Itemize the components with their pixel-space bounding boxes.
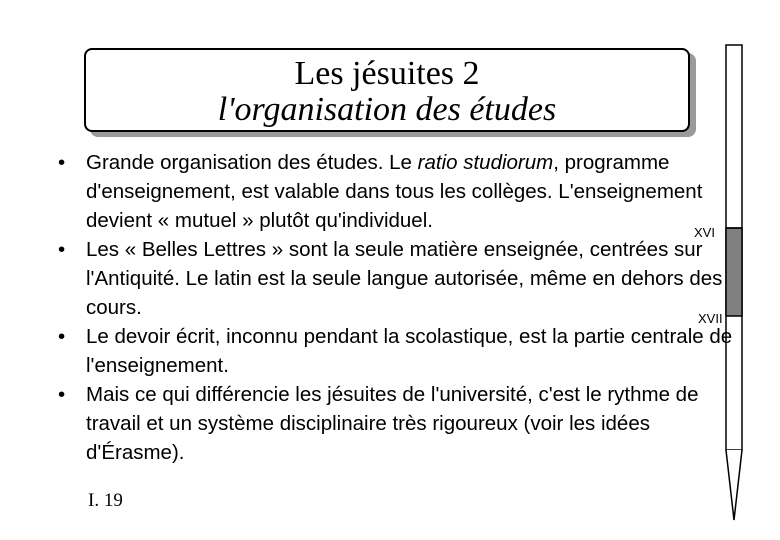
ratio-studiorum-text: ratio studiorum (417, 151, 554, 174)
bullet-dot: • (58, 151, 66, 174)
title-line-1: Les jésuites 2 (294, 55, 480, 92)
list-item (58, 380, 748, 467)
bullet-text: Le devoir écrit, inconnu pendant la scolastique, est la partie centrale de l'enseignement. (86, 325, 733, 377)
bullet-dot: • (58, 238, 66, 261)
bullet-text-start: Grande organisation des études. Le (86, 151, 418, 174)
bullet-list (58, 148, 748, 467)
bullet-text: Les « Belles Lettres » sont la seule matière enseignée, centrées sur l'Antiquité. Le latin est la seule langue autorisée, même en dehors des cours. (86, 238, 723, 319)
bullet-text-end: , programme d'enseignement, est valable dans tous les collèges. L'enseignement devient « mutuel » plutôt qu'individuel. (86, 151, 703, 232)
list-item (58, 322, 748, 380)
bullet-dot: • (58, 325, 66, 348)
slide-number: I. 19 (88, 490, 123, 511)
century-marker-xvii: XVII (698, 311, 723, 326)
century-marker-xvi: XVI (694, 225, 715, 240)
bullet-text: Mais ce qui différencie les jésuites de l'université, c'est le rythme de travail et un système disciplinaire très rigoureux (voir les idées d'Érasme). (86, 383, 699, 464)
list-item (58, 148, 748, 235)
list-item (58, 235, 748, 322)
bullet-dot: • (58, 383, 66, 406)
title-line-2: l'organisation des études (217, 91, 557, 128)
